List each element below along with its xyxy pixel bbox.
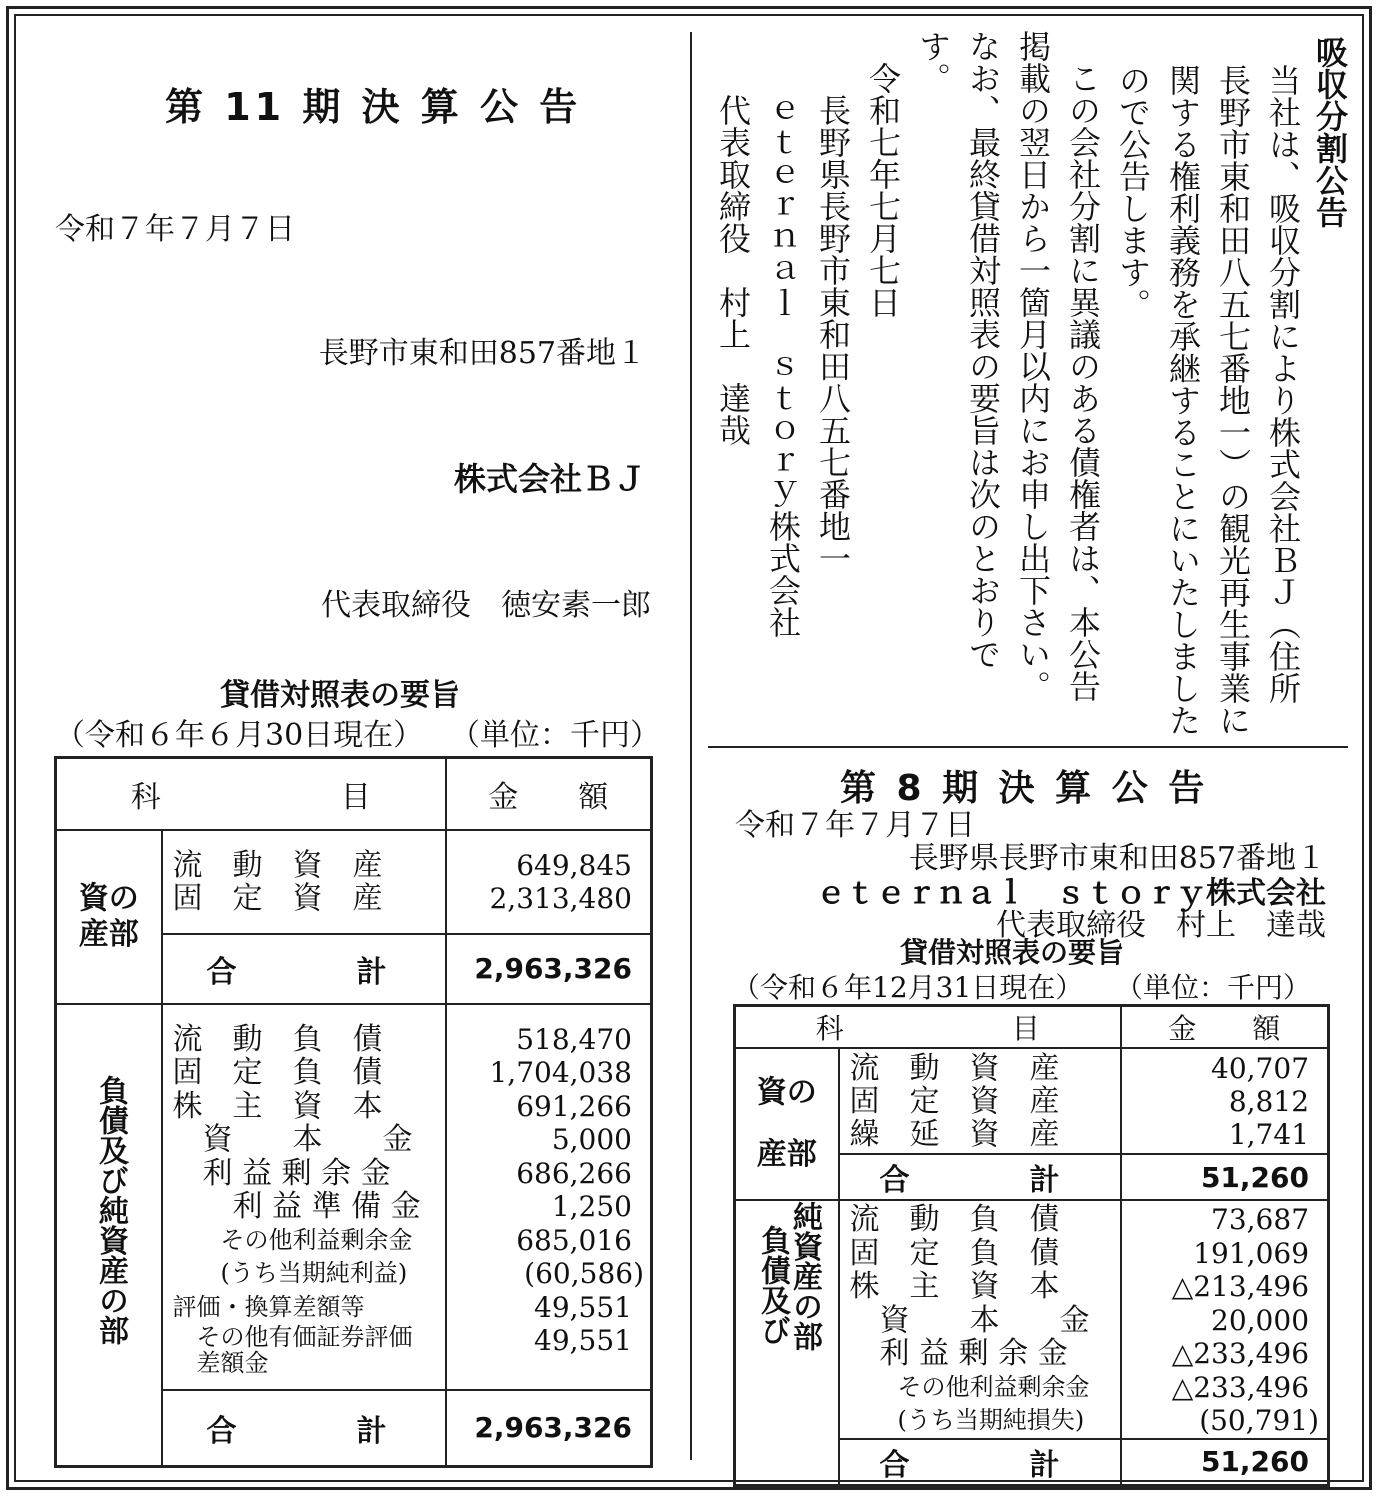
left-liab-total-label: 合 計 [162,1390,446,1467]
left-assets-total-label: 合 計 [162,934,446,1004]
left-bs-title: 貸借対照表の要旨 [220,678,460,713]
right-liab-items [839,1200,1121,1439]
right-assets-total-label: 合 計 [839,1154,1121,1200]
right-asset-fixed-value: 8,812 [1228,1084,1310,1118]
left-liab-item-8: 評価・換算差額等 [172,1292,365,1321]
right-liab-value-0: 73,687 [1211,1203,1310,1236]
left-assets-items [162,830,446,934]
right-liab-item-2: 株 主 資 本 [849,1269,1060,1304]
notice-title: 吸収分割公告 [1311,36,1349,228]
right-liab-item-5: その他利益剰余金 [849,1372,1090,1401]
notice-line-10: ｅｔｅｒｎａｌ ｓｔｏｒｙ株式会社 [764,30,802,638]
left-asset-current-value: 649,845 [516,848,632,882]
right-assets-total-value: 51,260 [1121,1154,1329,1200]
left-date: 令和７年７月７日 [55,212,295,247]
right-liab-item-6: (うち当期純損失) [849,1406,1085,1434]
notice-line-11: 代表取締役 村上 達哉 [714,30,752,446]
right-liab-total-label: 合 計 [839,1439,1121,1486]
left-liab-total-value: 2,963,326 [446,1390,652,1467]
notice-line-6: なお、最終貸借対照表の要旨は次のとおりで [964,30,1002,670]
right-address: 長野県長野市東和田857番地１ [908,841,1326,876]
column-divider [690,32,692,1460]
left-liab-value-8: 49,551 [534,1290,632,1324]
notice-line-3: ので公告します。 [1114,64,1152,320]
left-liab-value-10: 49,551 [534,1324,632,1357]
right-date: 令和７年７月７日 [735,808,975,843]
right-liab-value-3: 20,000 [1211,1303,1310,1337]
left-liab-value-7: (60,586) [524,1257,644,1290]
section-divider [708,746,1348,748]
notice-line-2: 関する権利義務を承継することにいたしました [1164,64,1202,736]
right-liab-item-0: 流 動 負 債 [849,1202,1060,1237]
notice-line-1: 長野市東和田八五七番地一）の観光再生事業に [1214,64,1252,736]
notice-line-9: 長野県長野市東和田八五七番地一 [814,30,852,574]
left-liab-item-4: 利 益 剰 余 金 [172,1155,391,1191]
right-asset-deferred-value: 1,741 [1228,1117,1310,1151]
left-liab-values [446,1004,652,1390]
left-liab-item-6: その他利益剰余金 [172,1225,413,1254]
right-liab-item-4: 利 益 剰 余 金 [849,1336,1068,1371]
right-representative: 代表取締役 村上 達哉 [996,908,1326,943]
right-liab-item-3: 資 本 金 [849,1302,1090,1338]
right-liab-value-4: △233,496 [1171,1337,1310,1370]
notice-line-0: 当社は、吸収分割により株式会社ＢＪ（住所 [1264,64,1302,704]
left-liab-value-1: 1,704,038 [489,1056,632,1089]
left-liab-item-3: 資 本 金 [172,1122,413,1157]
left-assets-total-value: 2,963,326 [446,934,652,1004]
right-assets-section: 資の 産部 [735,1048,839,1200]
left-liab-item-2: 株 主 資 本 [172,1088,383,1124]
right-liab-value-1: 191,069 [1193,1236,1310,1270]
left-liab-item-0: 流 動 負 債 [172,1021,383,1057]
right-liab-value-2: △213,496 [1171,1270,1310,1303]
notice-line-8: 令和七年七月七日 [864,30,902,318]
right-liab-value-6: (50,791) [1199,1404,1320,1437]
right-balance-sheet [733,1004,1330,1487]
left-liab-value-2: 691,266 [516,1089,632,1123]
right-liab-item-1: 固 定 負 債 [849,1235,1060,1271]
left-asset-fixed-value: 2,313,480 [489,881,632,915]
left-liab-item-9: その他有価証券評価 [172,1323,413,1351]
left-header-amount: 金 額 [446,758,652,830]
left-assets-values [446,830,652,934]
left-liab-item-5: 利 益 準 備 金 [172,1189,421,1224]
left-company: 株式会社ＢＪ [453,460,646,498]
notice-line-7: す。 [914,30,952,94]
right-company: ｅｔｅｒｎａｌ ｓｔｏｒｙ株式会社 [816,876,1326,911]
left-header-item: 科 目 [56,758,446,830]
right-asset-current-value: 40,707 [1211,1051,1310,1085]
left-bs-as-of: （令和６年６月30日現在） [55,718,424,753]
left-asset-fixed-label: 固 定 資 産 [172,880,383,916]
left-liab-item-1: 固 定 負 債 [172,1055,383,1090]
right-bs-title: 貸借対照表の要旨 [900,936,1125,969]
notice-line-4: この会社分割に異議のある債権者は、本公告 [1064,30,1102,702]
right-title: 第 8 期 決 算 公 告 [840,768,1209,809]
right-bs-unit: （単位：千円） [1115,971,1312,1004]
notice-line-5: 掲載の翌日から一箇月以内にお申し出下さい。 [1014,30,1052,702]
left-liab-value-4: 686,266 [516,1156,632,1190]
left-balance-sheet [54,756,653,1468]
right-liab-total-value: 51,260 [1121,1439,1329,1486]
right-liab-values [1121,1200,1329,1439]
left-liab-item-10: 差額金 [172,1349,269,1377]
left-assets-section: 資の 産部 [56,830,162,1004]
left-asset-current-label: 流 動 資 産 [172,847,383,883]
left-liab-section: 負債及び純資産の部 [56,1004,162,1467]
right-asset-fixed-label: 固 定 資 産 [849,1083,1060,1119]
left-address: 長野市東和田857番地１ [318,336,646,371]
left-title: 第 11 期 決 算 公 告 [165,85,582,129]
right-bs-as-of: （令和６年12月31日現在） [732,971,1084,1004]
right-assets-values [1121,1048,1329,1154]
right-asset-deferred-label: 繰 延 資 産 [849,1116,1060,1152]
right-liab-section: 負債及び 純資産の部 [735,1200,839,1485]
right-liab-value-5: △233,496 [1171,1370,1310,1404]
left-liab-value-6: 685,016 [516,1223,632,1257]
right-header-item: 科 目 [735,1006,1121,1049]
left-representative: 代表取締役 徳安素一郎 [321,588,651,623]
left-liab-value-3: 5,000 [551,1123,632,1156]
right-assets-items [839,1048,1121,1154]
left-liab-item-7: (うち当期純利益) [172,1259,408,1287]
left-bs-unit: （単位：千円） [450,718,660,753]
right-header-amount: 金 額 [1121,1006,1329,1049]
right-asset-current-label: 流 動 資 産 [849,1050,1060,1086]
left-liab-items [162,1004,446,1390]
left-liab-value-5: 1,250 [551,1190,632,1223]
left-liab-value-0: 518,470 [516,1022,632,1056]
